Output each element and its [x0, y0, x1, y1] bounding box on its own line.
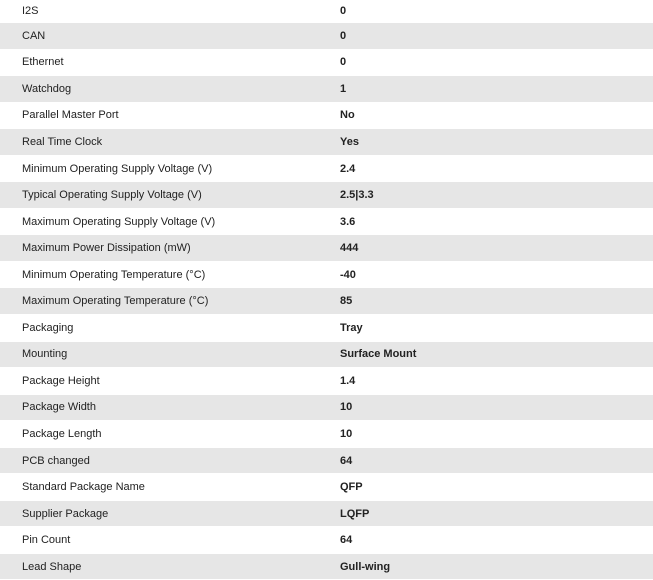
spec-label: Pin Count — [0, 527, 340, 554]
table-row — [0, 261, 653, 288]
spec-value: Gull-wing — [340, 553, 653, 580]
spec-label: Standard Package Name — [0, 474, 340, 501]
spec-value: 85 — [340, 288, 653, 315]
table-row — [0, 76, 653, 103]
spec-label: Package Width — [0, 394, 340, 421]
table-row — [0, 0, 653, 23]
table-row — [0, 500, 653, 527]
spec-label: Ethernet — [0, 49, 340, 76]
spec-value: Surface Mount — [340, 341, 653, 368]
table-row — [0, 474, 653, 501]
table-row — [0, 102, 653, 129]
table-row — [0, 155, 653, 182]
table-row — [0, 421, 653, 448]
spec-label: Maximum Operating Supply Voltage (V) — [0, 208, 340, 235]
spec-value: No — [340, 102, 653, 129]
spec-value: 0 — [340, 49, 653, 76]
table-row — [0, 368, 653, 395]
spec-value: 0 — [340, 23, 653, 50]
spec-value: 2.5|3.3 — [340, 182, 653, 209]
spec-value: Tray — [340, 315, 653, 342]
spec-value: 1.4 — [340, 368, 653, 395]
spec-value: Yes — [340, 129, 653, 156]
table-row — [0, 288, 653, 315]
table-row — [0, 23, 653, 50]
spec-value: 64 — [340, 447, 653, 474]
spec-label: Maximum Operating Temperature (°C) — [0, 288, 340, 315]
spec-label: Minimum Operating Temperature (°C) — [0, 261, 340, 288]
spec-label: Minimum Operating Supply Voltage (V) — [0, 155, 340, 182]
spec-label: Package Height — [0, 368, 340, 395]
table-row — [0, 208, 653, 235]
table-row — [0, 341, 653, 368]
spec-label: I2S — [0, 0, 340, 23]
spec-value: QFP — [340, 474, 653, 501]
spec-value: 64 — [340, 527, 653, 554]
spec-label: Packaging — [0, 315, 340, 342]
spec-value: 10 — [340, 394, 653, 421]
spec-label: Parallel Master Port — [0, 102, 340, 129]
table-row — [0, 49, 653, 76]
spec-value: 10 — [340, 421, 653, 448]
spec-label: Supplier Package — [0, 500, 340, 527]
spec-value: 0 — [340, 0, 653, 23]
spec-value: -40 — [340, 261, 653, 288]
table-row — [0, 129, 653, 156]
spec-label: Lead Shape — [0, 553, 340, 580]
spec-value: LQFP — [340, 500, 653, 527]
spec-label: Real Time Clock — [0, 129, 340, 156]
table-row — [0, 527, 653, 554]
table-row — [0, 447, 653, 474]
table-row — [0, 553, 653, 580]
table-row — [0, 315, 653, 342]
spec-label: Typical Operating Supply Voltage (V) — [0, 182, 340, 209]
spec-label: Mounting — [0, 341, 340, 368]
spec-value: 3.6 — [340, 208, 653, 235]
spec-label: Package Length — [0, 421, 340, 448]
spec-value: 444 — [340, 235, 653, 262]
spec-label: PCB changed — [0, 447, 340, 474]
spec-value: 2.4 — [340, 155, 653, 182]
spec-label: CAN — [0, 23, 340, 50]
spec-label: Watchdog — [0, 76, 340, 103]
spec-value: 1 — [340, 76, 653, 103]
table-row — [0, 235, 653, 262]
table-row — [0, 182, 653, 209]
table-row — [0, 394, 653, 421]
spec-label: Maximum Power Dissipation (mW) — [0, 235, 340, 262]
